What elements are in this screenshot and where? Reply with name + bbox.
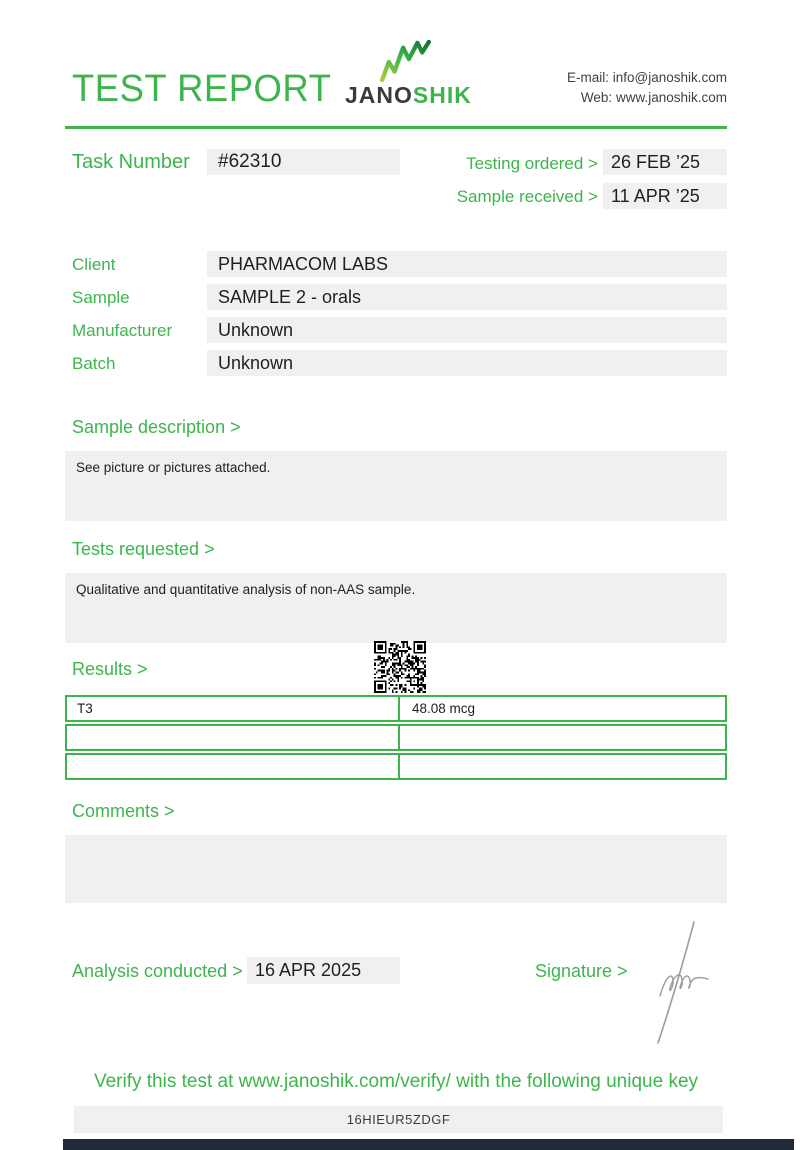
contact-web-line <box>567 88 727 108</box>
results-row-3 <box>65 753 727 780</box>
sample-received-label: Sample received > <box>456 187 598 206</box>
email-label: E-mail: <box>566 70 609 85</box>
logo <box>345 40 472 109</box>
result-substance <box>67 755 400 778</box>
batch-value: Unknown <box>207 350 727 376</box>
sample-description-text: See picture or pictures attached. <box>65 451 727 521</box>
comments-text <box>65 835 727 903</box>
sample-label: Sample <box>72 288 130 307</box>
manufacturer-value: Unknown <box>207 317 727 343</box>
sample-received-value: 11 APR ’25 <box>603 183 727 209</box>
result-substance <box>67 726 400 749</box>
client-value: PHARMACOM LABS <box>207 251 727 277</box>
page-title: TEST REPORT <box>72 68 332 110</box>
tests-requested-text: Qualitative and quantitative analysis of non-AAS sample. <box>65 573 727 643</box>
task-number-label: Task Number <box>72 151 190 173</box>
results-row-1 <box>65 695 727 722</box>
comments-label: Comments > <box>72 801 175 821</box>
batch-label: Batch <box>72 354 116 373</box>
sample-value: SAMPLE 2 - orals <box>207 284 727 310</box>
results-label: Results > <box>72 659 148 679</box>
task-number-value: #62310 <box>207 149 400 175</box>
tests-requested-label: Tests requested > <box>72 539 215 559</box>
signature-scribble <box>632 916 712 1046</box>
footer-bar <box>63 1139 794 1150</box>
manufacturer-label: Manufacturer <box>72 321 173 340</box>
result-amount: 48.08 mcg <box>412 701 476 716</box>
result-substance: T3 <box>67 697 400 720</box>
analysis-conducted-label: Analysis conducted > <box>72 961 243 981</box>
analysis-conducted-value: 16 APR 2025 <box>247 957 400 984</box>
testing-ordered-label: Testing ordered > <box>466 154 598 173</box>
qr-code <box>374 641 426 693</box>
contact-email-line <box>567 68 727 88</box>
testing-ordered-value: 26 FEB ’25 <box>603 149 727 175</box>
logo-jano: JANO <box>345 82 413 108</box>
logo-shik: SHIK <box>412 82 472 108</box>
result-amount <box>400 755 725 778</box>
web-label: Web: <box>580 90 613 105</box>
results-row-2 <box>65 724 727 751</box>
verify-text: Verify this test at www.janoshik.com/verify/ with the following unique key <box>93 1071 699 1092</box>
verify-key: 16HIEUR5ZDGF <box>74 1106 723 1133</box>
logo-wordmark <box>345 82 472 109</box>
email-value: info@janoshik.com <box>612 70 727 85</box>
signature-label: Signature > <box>535 961 628 981</box>
result-amount <box>400 726 725 749</box>
client-label: Client <box>72 255 116 274</box>
header-divider <box>65 126 727 129</box>
web-value: www.janoshik.com <box>615 90 727 105</box>
sample-description-label: Sample description > <box>72 417 241 437</box>
growth-chart-icon <box>373 40 437 82</box>
contact-block <box>567 68 727 108</box>
